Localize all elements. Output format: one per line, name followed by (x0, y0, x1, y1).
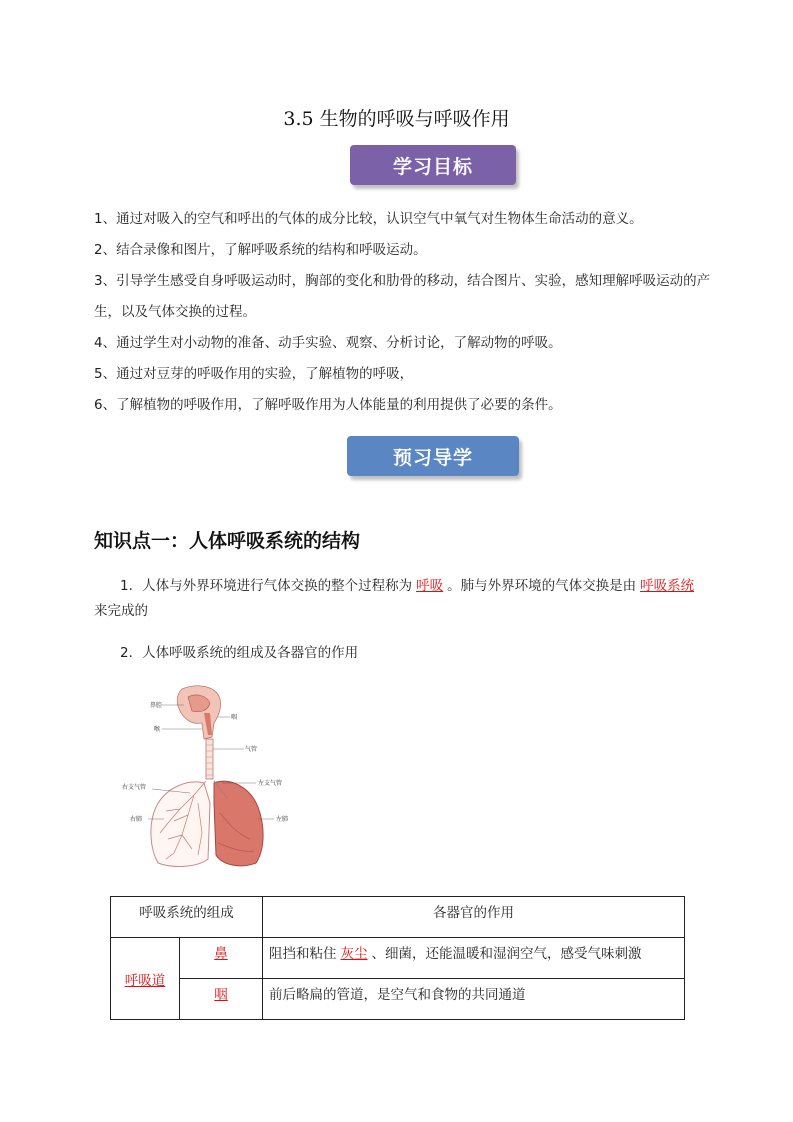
banner-label-goals: 学习目标 (350, 145, 516, 185)
answer-blank: 鼻 (214, 946, 228, 962)
answer-blank: 系统 (667, 578, 695, 594)
q1-text-3: 来完成的 (94, 603, 148, 619)
table-row (111, 938, 685, 979)
answer-blank: 呼吸 (416, 578, 444, 594)
label-right-bronchus: 右支气管 (122, 784, 147, 791)
table-header-cell: 各器官的作用 (263, 897, 685, 938)
label-larynx: 喉 (154, 726, 161, 733)
table-organ-cell (180, 938, 263, 979)
answer-blank: 呼吸道 (124, 972, 166, 989)
banner-label-preview: 预习导学 (347, 436, 519, 476)
label-nasal-cavity: 鼻腔 (150, 702, 163, 709)
question-2: 2．人体呼吸系统的组成及各器官的作用 (120, 645, 359, 661)
table-header-row (111, 897, 685, 938)
goal-item: 1、通过对吸入的空气和呼出的气体的成分比较，认识空气中氧气对生物体生命活动的意义。 (94, 211, 643, 227)
banner-number-preview: 02 (274, 428, 336, 490)
label-left-lung: 左肺 (276, 816, 289, 823)
goal-item: 4、通过学生对小动物的准备、动手实验、观察、分析讨论，了解动物的呼吸。 (94, 335, 562, 351)
respiratory-system-diagram (118, 683, 298, 875)
goal-item: 2、结合录像和图片，了解呼吸系统的结构和呼吸运动。 (94, 242, 427, 258)
table-header-cell: 呼吸系统的组成 (111, 897, 263, 938)
label-right-lung: 右肺 (130, 816, 143, 823)
table-desc-cell: 前后略扁的管道，是空气和食物的共同通道 (263, 979, 685, 1020)
learning-goals (94, 204, 714, 421)
respiratory-organs-table (110, 896, 685, 1020)
page-title: 3.5 生物的呼吸与呼吸作用 (283, 108, 510, 130)
goal-item: 6、了解植物的呼吸作用，了解呼吸作用为人体能量的利用提供了必要的条件。 (94, 397, 562, 413)
label-trachea: 气管 (245, 746, 258, 753)
table-group-cell (111, 938, 180, 1020)
goal-item: 5、通过对豆芽的呼吸作用的实验，了解植物的呼吸， (94, 366, 414, 382)
question-1 (94, 574, 706, 624)
label-pharynx: 咽 (231, 714, 238, 721)
q1-text-1: 1．人体与外界环境进行气体交换的整个过程称为 (120, 578, 413, 594)
desc-text: 阻挡和粘住 (269, 946, 337, 962)
answer-blank: 咽 (214, 987, 228, 1003)
answer-blank: 呼吸 (640, 578, 668, 594)
table-desc-cell (263, 938, 685, 979)
q1-text-2: 。肺与外界环境的气体交换是由 (447, 578, 637, 594)
goal-item: 3、引导学生感受自身呼吸运动时，胸部的变化和肋骨的移动，结合图片、实验，感知理解呼吸运动的产生，以及气体交换的过程。 (94, 273, 711, 320)
table-row (111, 979, 685, 1020)
banner-number-goals: 04 (279, 136, 341, 198)
section-heading: 知识点一：人体呼吸系统的结构 (94, 530, 361, 552)
table-organ-cell (180, 979, 263, 1020)
label-left-bronchus: 左支气管 (258, 780, 283, 787)
answer-blank: 灰尘 (340, 946, 368, 962)
desc-text: 、细菌，还能温暖和湿润空气，感受气味刺激 (371, 946, 642, 962)
